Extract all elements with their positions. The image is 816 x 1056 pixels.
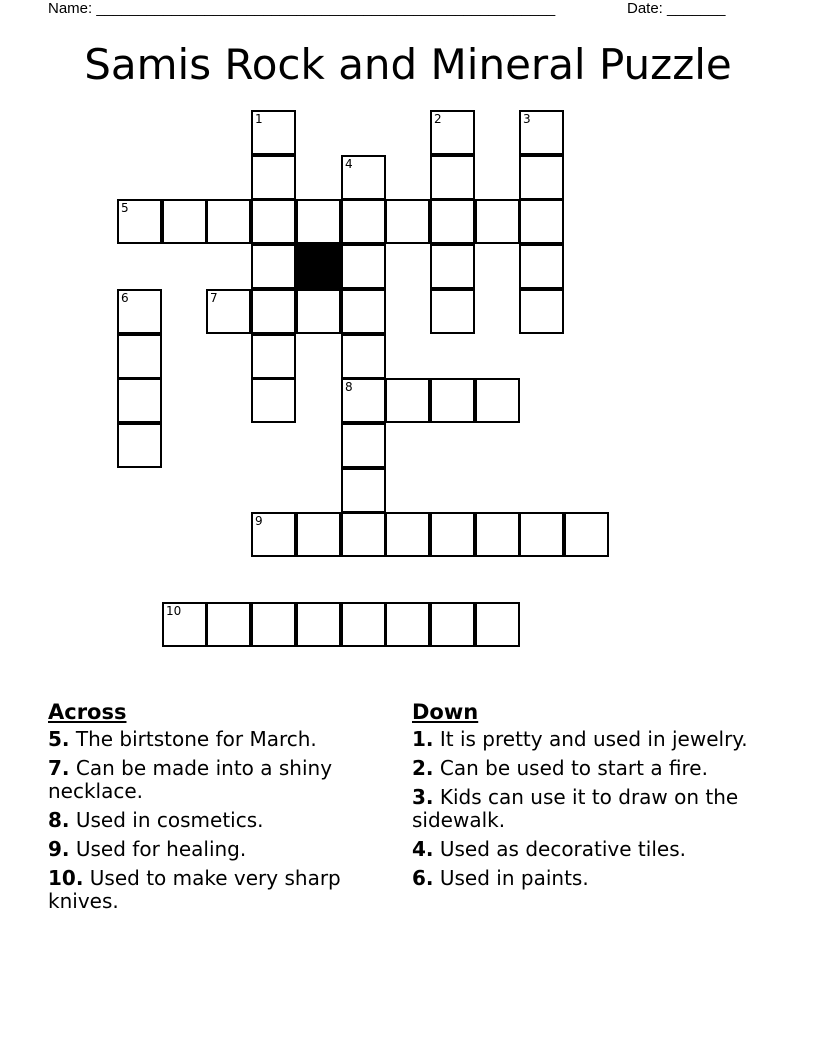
down-clue-list xyxy=(412,728,772,890)
clue-number: 10. xyxy=(48,866,84,890)
clue-number: 5 xyxy=(121,201,129,215)
clue-number: 8 xyxy=(345,380,353,394)
grid-cell[interactable] xyxy=(341,423,386,468)
clue-text: Used as decorative tiles. xyxy=(433,837,686,861)
down-clue xyxy=(412,838,772,861)
clue-number: 1. xyxy=(412,727,434,751)
grid-cell[interactable] xyxy=(341,334,386,379)
grid-cell[interactable] xyxy=(341,512,386,557)
across-clue xyxy=(48,838,388,861)
name-field-label[interactable]: Name: _______________________________________________________ xyxy=(48,0,556,17)
grid-cell[interactable] xyxy=(251,199,296,244)
black-cell xyxy=(296,244,341,289)
grid-cell[interactable] xyxy=(430,244,475,289)
clue-number: 5. xyxy=(48,727,70,751)
grid-cell[interactable] xyxy=(430,378,475,423)
grid-cell[interactable] xyxy=(519,199,564,244)
across-clues xyxy=(48,700,388,919)
grid-cell[interactable] xyxy=(296,199,341,244)
grid-cell[interactable] xyxy=(251,289,296,334)
grid-cell[interactable] xyxy=(475,602,520,647)
grid-cell[interactable] xyxy=(251,155,296,200)
grid-cell[interactable] xyxy=(117,378,162,423)
grid-cell[interactable] xyxy=(564,512,609,557)
clue-number: 7 xyxy=(210,291,218,305)
down-clues xyxy=(412,700,772,896)
down-clue xyxy=(412,786,772,832)
grid-cell[interactable] xyxy=(251,244,296,289)
clue-number: 2. xyxy=(412,756,434,780)
grid-cell[interactable] xyxy=(251,110,296,155)
across-clue xyxy=(48,867,388,913)
grid-cell[interactable] xyxy=(430,199,475,244)
grid-cell[interactable] xyxy=(385,512,430,557)
clue-number: 3. xyxy=(412,785,434,809)
grid-cell[interactable] xyxy=(296,602,341,647)
page-title: Samis Rock and Mineral Puzzle xyxy=(84,40,732,89)
grid-cell[interactable] xyxy=(251,334,296,379)
grid-cell[interactable] xyxy=(117,199,162,244)
grid-cell[interactable] xyxy=(385,602,430,647)
clue-text: Used to make very sharp knives. xyxy=(48,866,341,913)
grid-cell[interactable] xyxy=(430,155,475,200)
grid-cell[interactable] xyxy=(251,512,296,557)
grid-cell[interactable] xyxy=(296,512,341,557)
grid-cell[interactable] xyxy=(117,334,162,379)
across-clue xyxy=(48,728,388,751)
clue-number: 3 xyxy=(523,112,531,126)
clue-number: 4 xyxy=(345,157,353,171)
grid-cell[interactable] xyxy=(519,155,564,200)
grid-cell[interactable] xyxy=(341,155,386,200)
clue-text: Can be made into a shiny necklace. xyxy=(48,756,333,803)
clue-text: Used in paints. xyxy=(433,866,589,890)
grid-cell[interactable] xyxy=(206,602,251,647)
date-field-label[interactable]: Date: _______ xyxy=(627,0,726,17)
grid-cell[interactable] xyxy=(385,199,430,244)
clue-number: 1 xyxy=(255,112,263,126)
grid-cell[interactable] xyxy=(341,468,386,513)
clue-number: 7. xyxy=(48,756,70,780)
down-clue xyxy=(412,757,772,780)
grid-cell[interactable] xyxy=(206,199,251,244)
across-clue xyxy=(48,809,388,832)
grid-cell[interactable] xyxy=(430,289,475,334)
grid-cell[interactable] xyxy=(341,199,386,244)
grid-cell[interactable] xyxy=(341,289,386,334)
down-clue xyxy=(412,728,772,751)
clue-number: 6. xyxy=(412,866,434,890)
grid-cell[interactable] xyxy=(251,378,296,423)
clue-number: 10 xyxy=(166,604,182,618)
grid-cell[interactable] xyxy=(430,602,475,647)
clue-text: Kids can use it to draw on the sidewalk. xyxy=(412,785,739,832)
grid-cell[interactable] xyxy=(430,512,475,557)
clue-number: 9. xyxy=(48,837,70,861)
grid-cell[interactable] xyxy=(475,199,520,244)
grid-cell[interactable] xyxy=(162,602,207,647)
grid-cell[interactable] xyxy=(519,110,564,155)
clue-text: The birtstone for March. xyxy=(69,727,317,751)
grid-cell[interactable] xyxy=(251,602,296,647)
grid-cell[interactable] xyxy=(519,289,564,334)
clue-number: 8. xyxy=(48,808,70,832)
grid-cell[interactable] xyxy=(117,289,162,334)
clue-number: 6 xyxy=(121,291,129,305)
grid-cell[interactable] xyxy=(162,199,207,244)
grid-cell[interactable] xyxy=(341,378,386,423)
grid-cell[interactable] xyxy=(206,289,251,334)
down-heading: Down xyxy=(412,700,479,724)
grid-cell[interactable] xyxy=(341,602,386,647)
clue-number: 4. xyxy=(412,837,434,861)
clue-number: 9 xyxy=(255,514,263,528)
grid-cell[interactable] xyxy=(117,423,162,468)
across-clue xyxy=(48,757,388,803)
grid-cell[interactable] xyxy=(519,512,564,557)
grid-cell[interactable] xyxy=(385,378,430,423)
grid-cell[interactable] xyxy=(296,289,341,334)
grid-cell[interactable] xyxy=(475,512,520,557)
grid-cell[interactable] xyxy=(475,378,520,423)
clue-text: It is pretty and used in jewelry. xyxy=(433,727,748,751)
clue-text: Can be used to start a fire. xyxy=(433,756,708,780)
across-clue-list xyxy=(48,728,388,913)
clue-text: Used in cosmetics. xyxy=(69,808,264,832)
grid-cell[interactable] xyxy=(519,244,564,289)
grid-cell[interactable] xyxy=(341,244,386,289)
grid-cell[interactable] xyxy=(430,110,475,155)
clue-number: 2 xyxy=(434,112,442,126)
down-clue xyxy=(412,867,772,890)
clue-text: Used for healing. xyxy=(69,837,247,861)
across-heading: Across xyxy=(48,700,127,724)
